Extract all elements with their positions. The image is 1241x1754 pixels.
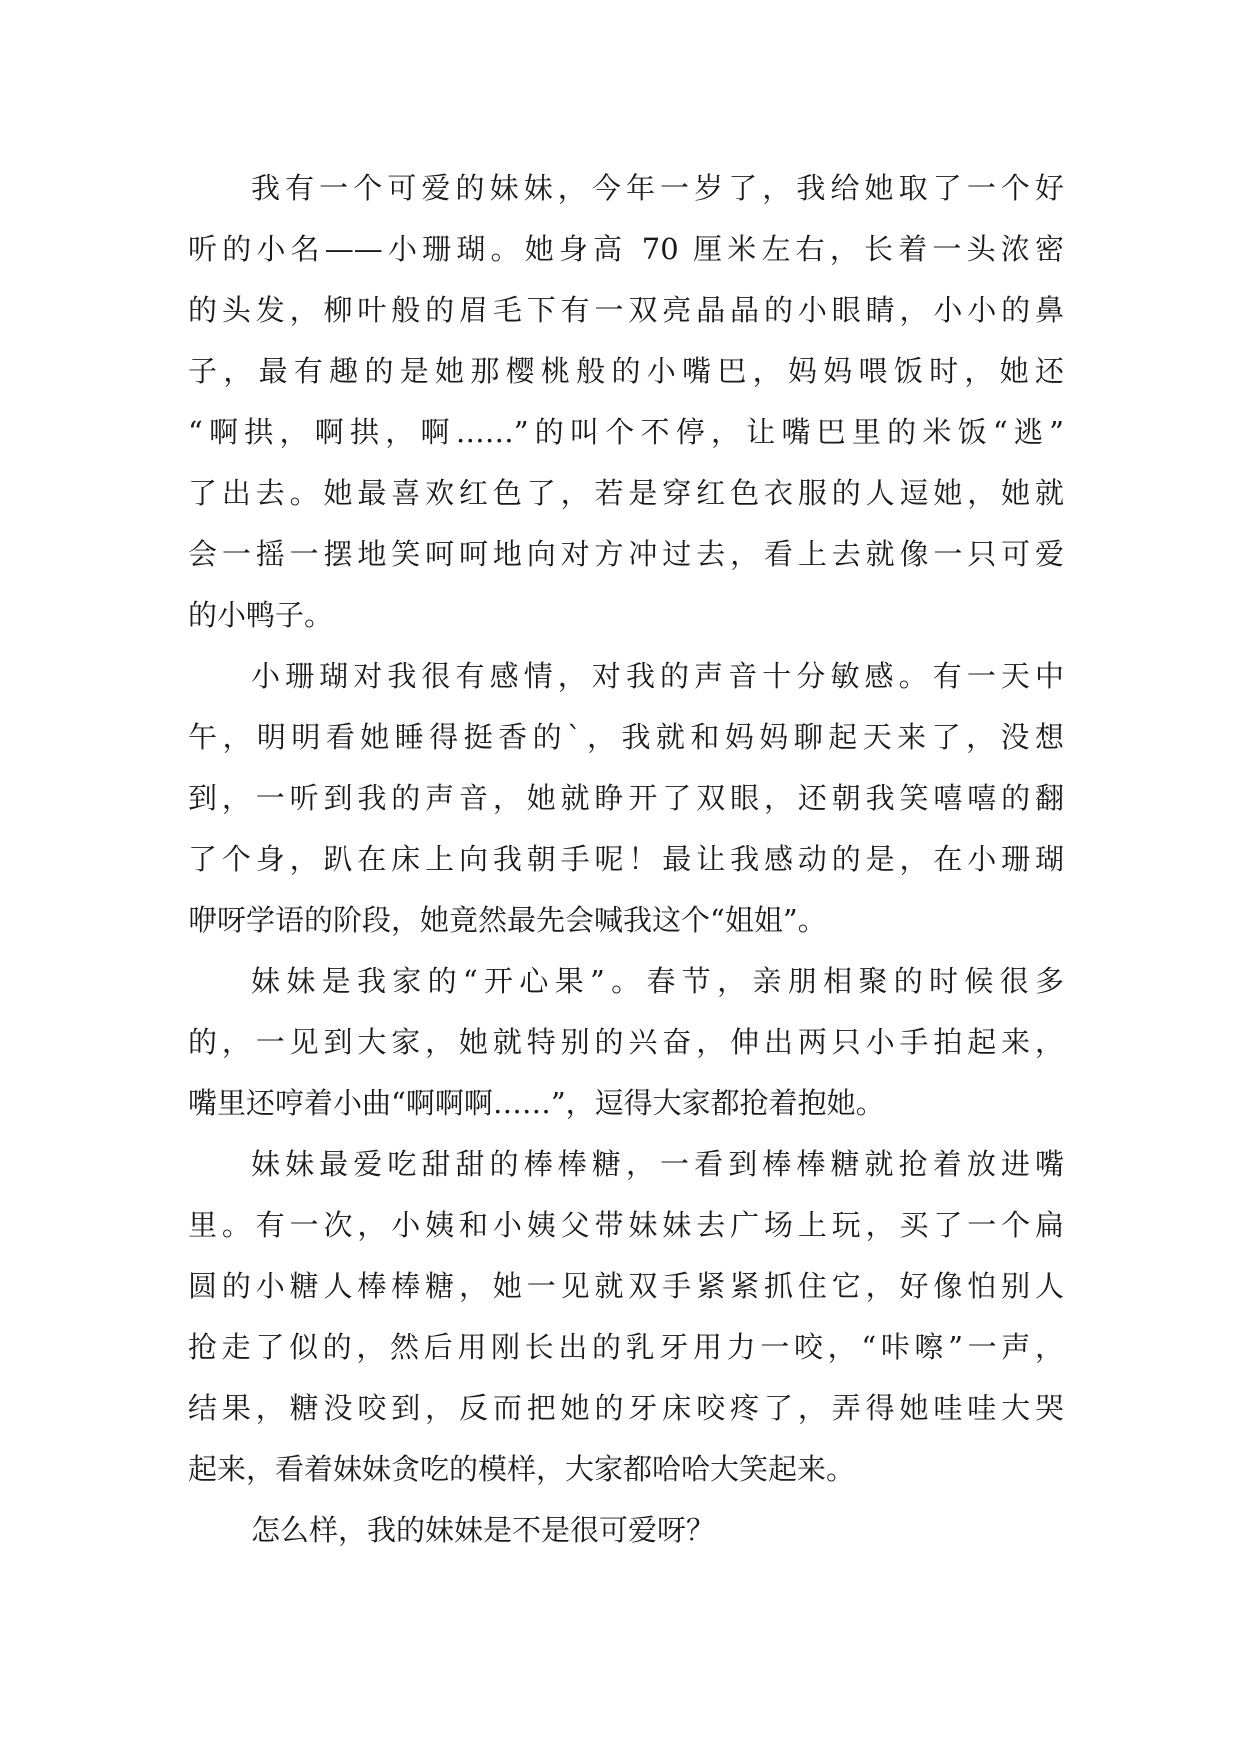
text-line: 抢走了似的，然后用刚长出的乳牙用力一咬，“咔嚓”一声， xyxy=(188,1330,1064,1364)
essay-body xyxy=(188,158,1064,1561)
text-line: 妹妹最爱吃甜甜的棒棒糖，一看到棒棒糖就抢着放进嘴 xyxy=(251,1147,1064,1181)
text-line: 我有一个可爱的妹妹，今年一岁了，我给她取了一个好 xyxy=(251,171,1064,205)
text-line: 结果，糖没咬到，反而把她的牙床咬疼了，弄得她哇哇大哭 xyxy=(188,1391,1064,1425)
text-line: 的，一见到大家，她就特别的兴奋，伸出两只小手拍起来， xyxy=(188,1025,1064,1059)
text-line: 里。有一次，小姨和小姨父带妹妹去广场上玩，买了一个扁 xyxy=(188,1208,1064,1242)
text-line: 子，最有趣的是她那樱桃般的小嘴巴，妈妈喂饭时，她还 xyxy=(188,354,1064,388)
text-line: 的小鸭子。 xyxy=(188,598,334,632)
text-line: 会一摇一摆地笑呵呵地向对方冲过去，看上去就像一只可爱 xyxy=(188,537,1064,571)
text-line: 午，明明看她睡得挺香的`，我就和妈妈聊起天来了，没想 xyxy=(188,720,1064,754)
text-line: 咿呀学语的阶段，她竟然最先会喊我这个“姐姐”。 xyxy=(188,903,827,937)
paragraph-4 xyxy=(188,1134,1064,1500)
paragraph-3 xyxy=(188,951,1064,1134)
text-line: “啊拱，啊拱，啊……”的叫个不停，让嘴巴里的米饭“逃” xyxy=(188,415,1064,449)
text-line: 听的小名——小珊瑚。她身高 70 厘米左右，长着一头浓密 xyxy=(188,232,1064,266)
text-line: 小珊瑚对我很有感情，对我的声音十分敏感。有一天中 xyxy=(251,659,1064,693)
text-line: 的头发，柳叶般的眉毛下有一双亮晶晶的小眼睛，小小的鼻 xyxy=(188,293,1064,327)
text-line: 了出去。她最喜欢红色了，若是穿红色衣服的人逗她，她就 xyxy=(188,476,1064,510)
paragraph-2 xyxy=(188,646,1064,951)
paragraph-1 xyxy=(188,158,1064,646)
text-line: 嘴里还哼着小曲“啊啊啊……”，逗得大家都抢着抱她。 xyxy=(188,1086,885,1120)
text-line: 起来，看着妹妹贪吃的模样，大家都哈哈大笑起来。 xyxy=(188,1452,856,1486)
text-line: 怎么样，我的妹妹是不是很可爱呀？ xyxy=(251,1513,716,1547)
text-line: 到，一听到我的声音，她就睁开了双眼，还朝我笑嘻嘻的翻 xyxy=(188,781,1064,815)
text-line: 了个身，趴在床上向我朝手呢！最让我感动的是，在小珊瑚 xyxy=(188,842,1064,876)
text-line: 妹妹是我家的“开心果”。春节，亲朋相聚的时候很多 xyxy=(251,964,1064,998)
paragraph-5 xyxy=(188,1500,1064,1561)
text-line: 圆的小糖人棒棒糖，她一见就双手紧紧抓住它，好像怕别人 xyxy=(188,1269,1064,1303)
